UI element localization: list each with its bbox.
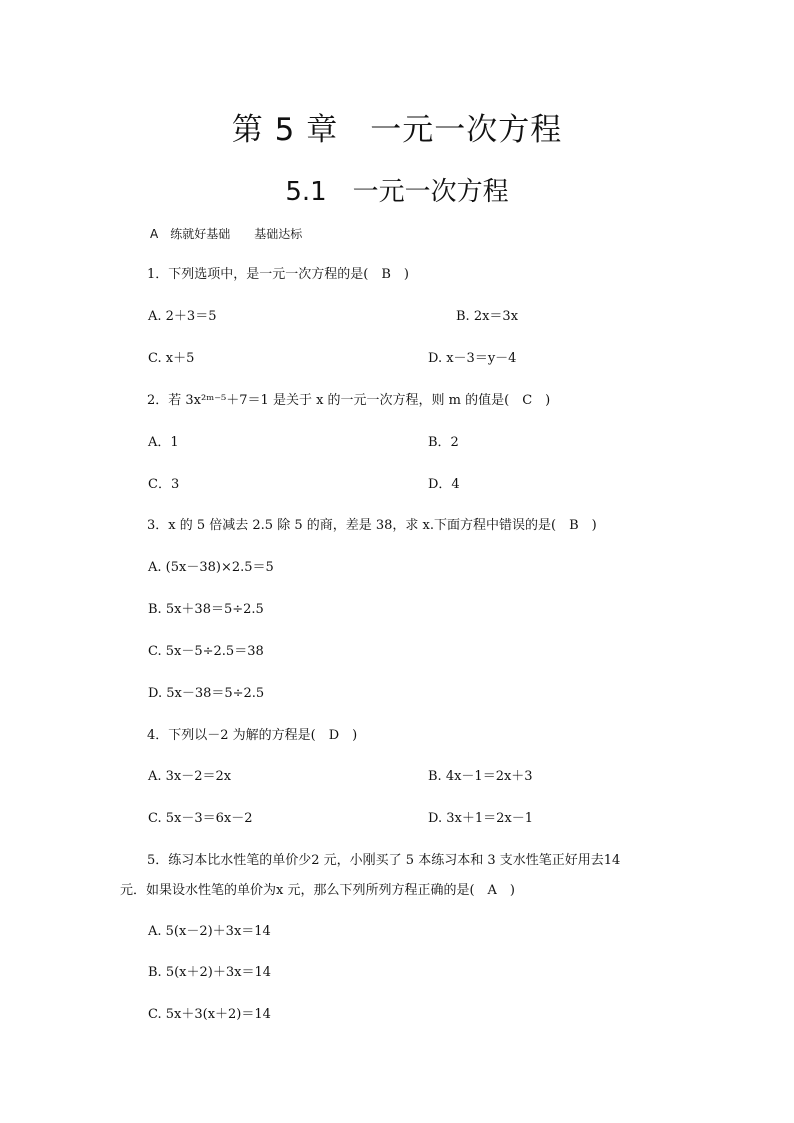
question-4-option-d: D. 3x＋1＝2x－1 <box>428 811 533 826</box>
question-5-stem-line-2: 元．如果设水性笔的单价为x 元，那么下列所列方程正确的是( A ) <box>120 883 515 898</box>
section-title: 5.1 一元一次方程 <box>285 177 509 207</box>
question-1-option-d: D. x－3＝y－4 <box>428 351 517 366</box>
level-header: A 练就好基础 基础达标 <box>150 227 303 241</box>
question-3-option-d: D. 5x－38＝5÷2.5 <box>148 686 265 701</box>
question-2-stem: 2．若 3x²ᵐ⁻⁵＋7＝1 是关于 x 的一元一次方程，则 m 的值是( C ) <box>147 393 551 408</box>
question-5-option-b: B. 5(x＋2)＋3x＝14 <box>148 965 271 980</box>
question-1-option-c: C. x＋5 <box>148 351 195 366</box>
question-2-option-b: B．2 <box>428 435 459 450</box>
question-5-stem-line-1: 5．练习本比水性笔的单价少2 元，小刚买了 5 本练习本和 3 支水性笔正好用去14 <box>147 853 621 868</box>
question-2-option-d: D．4 <box>428 477 460 492</box>
chapter-title: 第 5 章 一元一次方程 <box>231 112 563 148</box>
question-4-option-a: A. 3x－2＝2x <box>148 769 232 784</box>
question-3-stem: 3．x 的 5 倍减去 2.5 除 5 的商，差是 38，求 x.下面方程中错误的是( B ) <box>147 518 597 533</box>
question-4-option-b: B. 4x－1＝2x＋3 <box>428 769 533 784</box>
question-4-option-c: C. 5x－3＝6x－2 <box>148 811 253 826</box>
question-2-option-a: A．1 <box>148 435 179 450</box>
question-1-option-b: B. 2x＝3x <box>456 309 519 324</box>
question-1-option-a: A. 2＋3＝5 <box>148 309 217 324</box>
question-3-option-c: C. 5x－5÷2.5＝38 <box>148 644 264 659</box>
question-2-option-c: C．3 <box>148 477 180 492</box>
question-3-option-a: A. (5x－38)×2.5＝5 <box>148 560 274 575</box>
question-4-stem: 4．下列以－2 为解的方程是( D ) <box>147 728 358 743</box>
question-1-stem: 1．下列选项中，是一元一次方程的是( B ) <box>147 267 409 282</box>
question-5-option-a: A. 5(x－2)＋3x＝14 <box>148 924 271 939</box>
question-5-option-c: C. 5x＋3(x＋2)＝14 <box>148 1007 271 1022</box>
question-3-option-b: B. 5x＋38＝5÷2.5 <box>148 602 264 617</box>
